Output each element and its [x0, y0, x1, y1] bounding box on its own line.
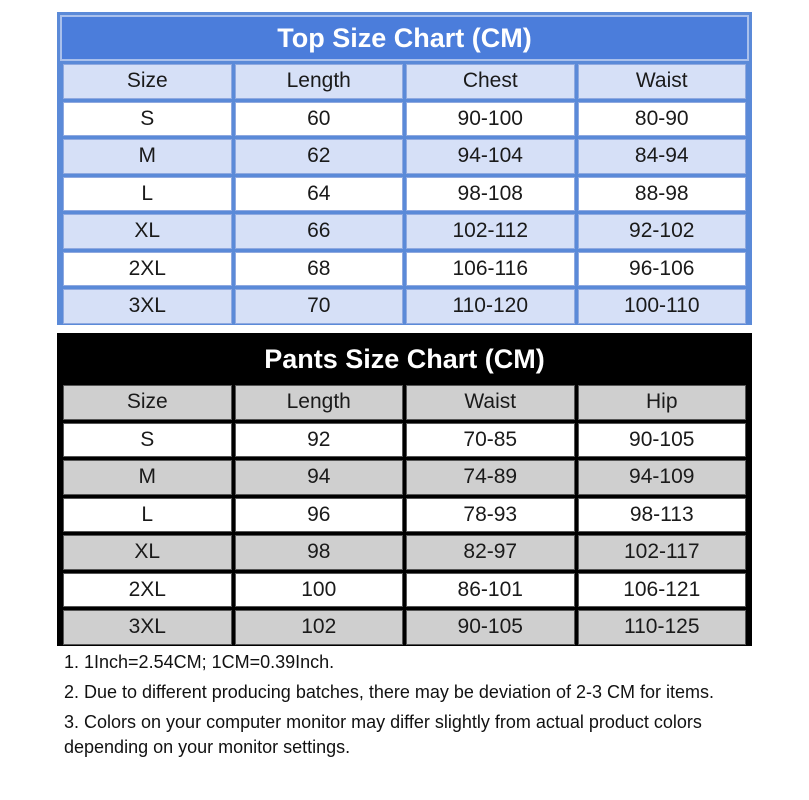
cell-waist: 86-101 [406, 573, 575, 608]
cell-chest: 94-104 [406, 139, 575, 174]
cell-chest: 106-116 [406, 252, 575, 287]
header-cell-length: Length [235, 385, 404, 420]
cell-length: 98 [235, 535, 404, 570]
note-colors: 3. Colors on your computer monitor may differ slightly from actual product colors depending on your monitor settings. [64, 712, 702, 757]
top-table-header-row [63, 64, 746, 99]
cell-waist: 82-97 [406, 535, 575, 570]
header-cell-length: Length [235, 64, 404, 99]
cell-chest: 90-100 [406, 102, 575, 137]
cell-waist: 90-105 [406, 610, 575, 645]
cell-size: 3XL [63, 289, 232, 324]
header-cell-waist: Waist [578, 64, 747, 99]
cell-hip: 94-109 [578, 460, 747, 495]
cell-waist: 100-110 [578, 289, 747, 324]
cell-size: M [63, 460, 232, 495]
pants-chart-title: Pants Size Chart (CM) [60, 336, 749, 382]
cell-waist: 70-85 [406, 423, 575, 458]
notes-section [64, 650, 784, 765]
header-cell-waist: Waist [406, 385, 575, 420]
cell-size: XL [63, 214, 232, 249]
cell-length: 92 [235, 423, 404, 458]
header-cell-size: Size [63, 64, 232, 99]
cell-size: S [63, 102, 232, 137]
cell-size: 2XL [63, 252, 232, 287]
cell-length: 62 [235, 139, 404, 174]
cell-size: L [63, 177, 232, 212]
cell-hip: 90-105 [578, 423, 747, 458]
table-row [63, 423, 746, 458]
table-row [63, 289, 746, 324]
note-deviation: 2. Due to different producing batches, there may be deviation of 2-3 CM for items. [64, 682, 715, 702]
cell-length: 66 [235, 214, 404, 249]
cell-waist: 80-90 [578, 102, 747, 137]
cell-size: XL [63, 535, 232, 570]
table-row [63, 573, 746, 608]
table-row [63, 139, 746, 174]
cell-size: 3XL [63, 610, 232, 645]
cell-hip: 102-117 [578, 535, 747, 570]
cell-length: 64 [235, 177, 404, 212]
cell-waist: 88-98 [578, 177, 747, 212]
header-cell-hip: Hip [578, 385, 747, 420]
table-row [63, 214, 746, 249]
top-size-chart [57, 12, 752, 325]
table-row [63, 498, 746, 533]
table-row [63, 535, 746, 570]
table-row [63, 610, 746, 645]
cell-length: 68 [235, 252, 404, 287]
cell-length: 100 [235, 573, 404, 608]
cell-length: 102 [235, 610, 404, 645]
cell-waist: 74-89 [406, 460, 575, 495]
cell-waist: 84-94 [578, 139, 747, 174]
cell-waist: 78-93 [406, 498, 575, 533]
cell-length: 70 [235, 289, 404, 324]
table-row [63, 252, 746, 287]
cell-size: M [63, 139, 232, 174]
cell-size: 2XL [63, 573, 232, 608]
header-cell-size: Size [63, 385, 232, 420]
cell-waist: 92-102 [578, 214, 747, 249]
table-row [63, 177, 746, 212]
top-size-table [60, 61, 749, 327]
table-row [63, 460, 746, 495]
top-table-body [63, 64, 746, 324]
cell-size: S [63, 423, 232, 458]
cell-hip: 98-113 [578, 498, 747, 533]
table-row [63, 102, 746, 137]
cell-length: 60 [235, 102, 404, 137]
top-chart-title: Top Size Chart (CM) [60, 15, 749, 61]
cell-length: 94 [235, 460, 404, 495]
note-conversion: 1. 1Inch=2.54CM; 1CM=0.39Inch. [64, 652, 335, 672]
pants-table-body [63, 385, 746, 645]
pants-size-table [60, 382, 749, 648]
cell-length: 96 [235, 498, 404, 533]
cell-hip: 110-125 [578, 610, 747, 645]
cell-waist: 96-106 [578, 252, 747, 287]
cell-chest: 98-108 [406, 177, 575, 212]
header-cell-chest: Chest [406, 64, 575, 99]
cell-chest: 110-120 [406, 289, 575, 324]
pants-size-chart [57, 333, 752, 646]
cell-chest: 102-112 [406, 214, 575, 249]
cell-hip: 106-121 [578, 573, 747, 608]
pants-table-header-row [63, 385, 746, 420]
cell-size: L [63, 498, 232, 533]
